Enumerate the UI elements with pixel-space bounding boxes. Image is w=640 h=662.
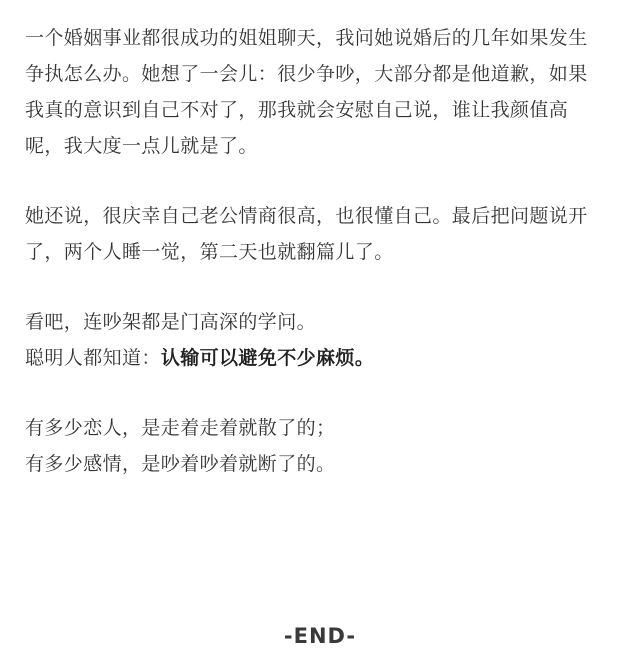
article-body bbox=[25, 20, 625, 482]
paragraph-gap bbox=[25, 164, 625, 198]
paragraph-gap bbox=[25, 270, 625, 304]
paragraph-2 bbox=[25, 198, 625, 270]
paragraph-3 bbox=[25, 304, 625, 376]
text-line-mixed bbox=[25, 340, 625, 376]
text-line: 有多少恋人，是走着走着就散了的； bbox=[25, 417, 336, 439]
end-marker: -END- bbox=[283, 624, 357, 648]
paragraph-1 bbox=[25, 20, 625, 164]
text-line: 争执怎么办。她想了一会儿：很少争吵，大部分都是他道歉，如果 bbox=[25, 63, 588, 85]
bold-emphasis: 认输可以避免不少麻烦。 bbox=[160, 347, 375, 369]
text-prefix: 聪明人都知道： bbox=[25, 347, 161, 369]
text-line: 我真的意识到自己不对了，那我就会安慰自己说，谁让我颜值高 bbox=[25, 99, 569, 121]
paragraph-gap bbox=[25, 376, 625, 410]
text-line: 有多少感情，是吵着吵着就断了的。 bbox=[25, 453, 336, 475]
text-line: 看吧，连吵架都是门高深的学问。 bbox=[25, 311, 317, 333]
text-line: 她还说，很庆幸自己老公情商很高，也很懂自己。最后把问题说开 bbox=[25, 205, 588, 227]
paragraph-4 bbox=[25, 410, 625, 482]
text-line: 一个婚姻事业都很成功的姐姐聊天，我问她说婚后的几年如果发生 bbox=[25, 27, 588, 49]
text-line: 了，两个人睡一觉，第二天也就翻篇儿了。 bbox=[25, 241, 394, 263]
text-line: 呢，我大度一点儿就是了。 bbox=[25, 135, 258, 157]
